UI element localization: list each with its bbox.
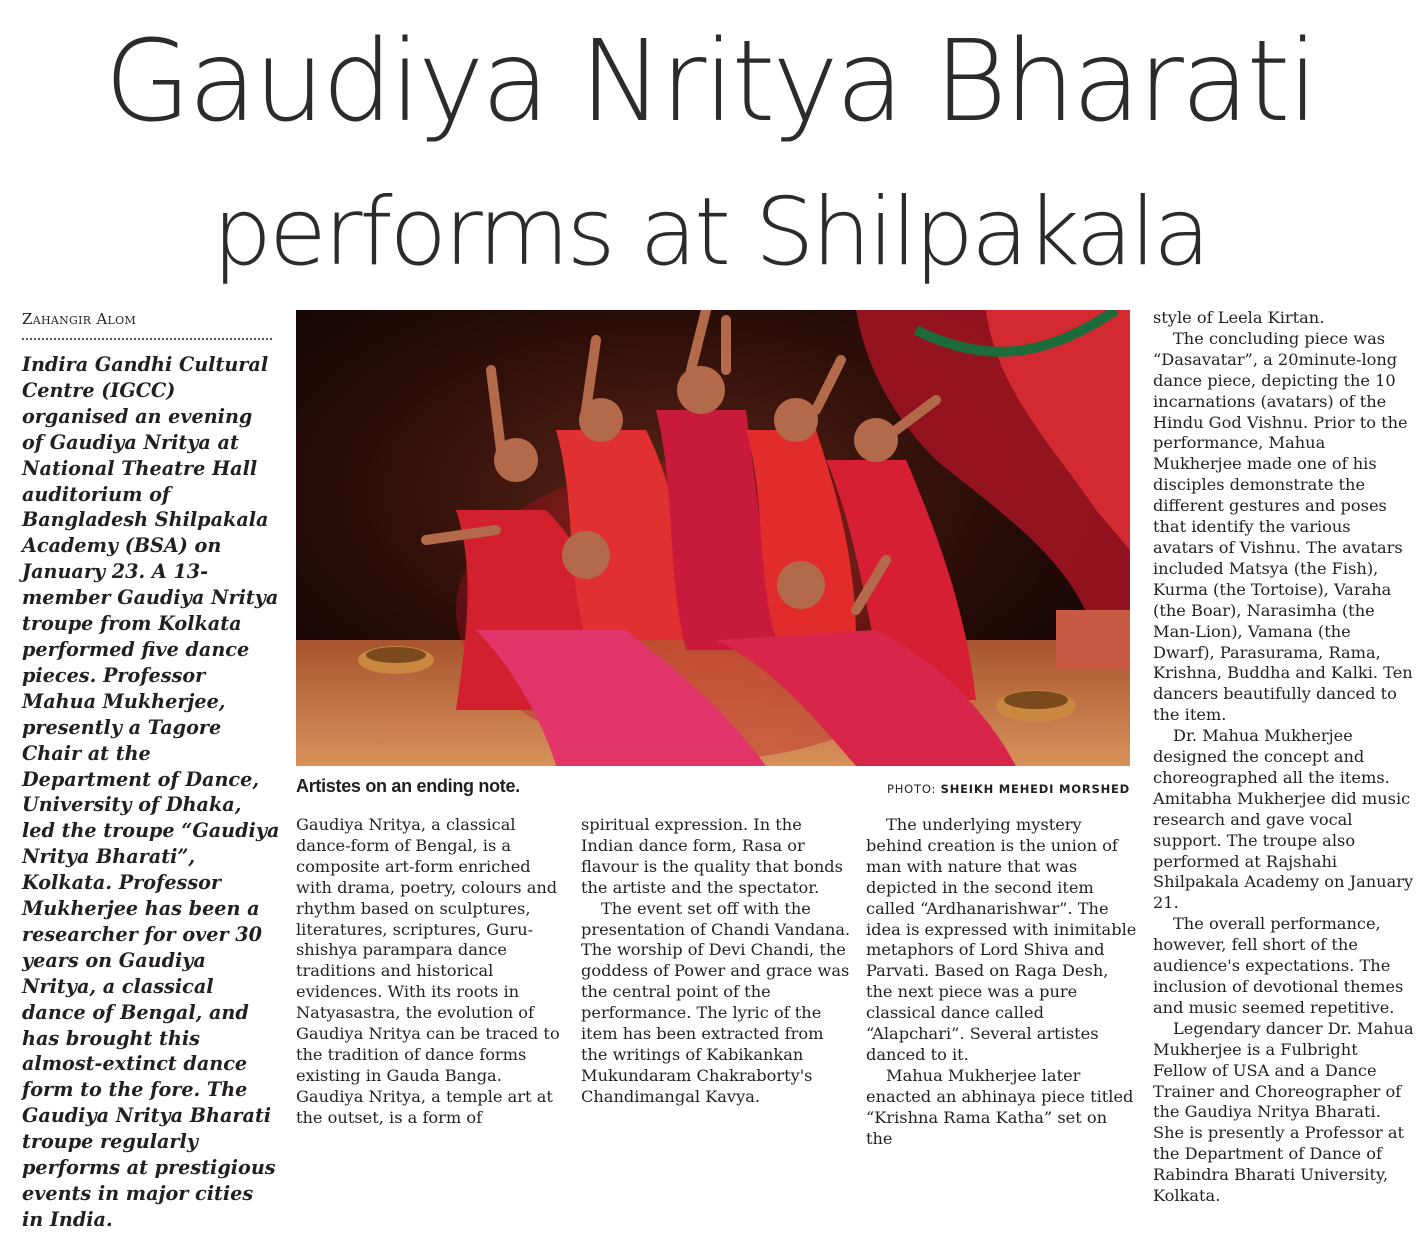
headline-line-2: performs at Shilpakala: [212, 178, 1208, 287]
column-paragraph: Dr. Mahua Mukherjee designed the concept and choreographed all the items. Amitabha Mukherjee did music research and gave vocal support. The troupe also performed at Rajshahi Shilpakala Academy on January 21.: [1153, 726, 1414, 913]
column-paragraph: style of Leela Kirtan.: [1153, 308, 1325, 327]
column-paragraph: The underlying mystery behind creation is the union of man with nature that was depicted in the second item called “Ardhanarishwar”. The idea is expressed with inimitable metaphors of Lord Shiva and Parvati. Based on Raga Desh, the next piece was a pure classical dance called “Alapchari”. Several artistes danced to it.: [866, 815, 1137, 1064]
column-paragraph: Mahua Mukherjee later enacted an abhinaya piece titled “Krishna Rama Katha” set on the: [866, 1065, 1134, 1148]
article-column-3: [866, 815, 1138, 1150]
column-paragraph: Gaudiya Nritya, a classical dance-form of Bengal, is a composite art-form enriched with drama, poetry, colours and rhythm based on sculptures, literatures, scriptures, Guru-shishya parampara dance traditions and historical evidences. With its roots in Natyasastra, the evolution of Gaudiya Nritya can be traced to the tradition of dance forms existing in Gauda Banga. Gaudiya Nritya, a temple art at the outset, is a form of: [296, 815, 560, 1127]
byline: Zahangir Alom: [22, 310, 137, 328]
article-column-4: [1153, 308, 1415, 1207]
headline-line-1: Gaudiya Nritya Bharati: [104, 17, 1316, 147]
photo-credit-name: SHEIKH MEHEDI MORSHED: [940, 782, 1130, 796]
column-paragraph: Legendary dancer Dr. Mahua Mukherjee is a Fulbright Fellow of USA and a Dance Trainer and Choreographer of the Gaudiya Nritya Bharati. She is presently a Professor at the Department of Dance of Rabindra Bharati University, Kolkata.: [1153, 1018, 1414, 1206]
column-paragraph: The overall performance, however, fell short of the audience's expectations. The inclusion of devotional themes and music seemed repetitive.: [1153, 914, 1404, 1017]
column-paragraph: spiritual expression. In the Indian dance form, Rasa or flavour is the quality that bonds the artiste and the spectator.: [581, 815, 843, 897]
dancers-photo-illustration: [296, 310, 1130, 766]
photo-caption: Artistes on an ending note.: [296, 776, 520, 796]
lead-paragraph: Indira Gandhi Cultural Centre (IGCC) organised an evening of Gaudiya Nritya at National Theatre Hall auditorium of Bangladesh Shilpakala Academy (BSA) on January 23. A 13-member Gaudiya Nritya troupe from Kolkata performed five dance pieces. Professor Mahua Mukherjee, presently a Tagore Chair at the Department of Dance, University of Dhaka, led the troupe “Gaudiya Nritya Bharati”, Kolkata. Professor Mukherjee has been a researcher for over 30 years on Gaudiya Nritya, a classical dance of Bengal, and has brought this almost-extinct dance form to the fore. The Gaudiya Nritya Bharati troupe regularly performs at prestigious events in major cities in India.: [22, 353, 280, 1231]
column-paragraph: The concluding piece was “Dasavatar”, a 20minute-long dance piece, depicting the 10 incarnations (avatars) of the Hindu God Vishnu. Prior to the performance, Mahua Mukherjee made one of his disciples demonstrate the different gestures and poses that identify the various avatars of Vishnu. The avatars included Matsya (the Fish), Kurma (the Tortoise), Varaha (the Boar), Narasimha (the Man-Lion), Vamana (the Dwarf), Parasurama, Rama, Krishna, Buddha and Kalki. Ten dancers beautifully danced to the item.: [1153, 328, 1413, 725]
article-photo: [296, 310, 1130, 766]
photo-credit-label: PHOTO:: [886, 782, 937, 796]
article-column-2: [581, 815, 853, 1108]
byline-divider: [22, 338, 272, 340]
column-paragraph: The event set off with the presentation of Chandi Vandana. The worship of Devi Chandi, the goddess of Power and grace was the central point of the performance. The lyric of the item has been extracted from the writings of Kabikankan Mukundaram Chakraborty's Chandimangal Kavya.: [581, 898, 851, 1106]
article-column-1: [296, 815, 564, 1129]
photo-credit: [887, 782, 1130, 796]
